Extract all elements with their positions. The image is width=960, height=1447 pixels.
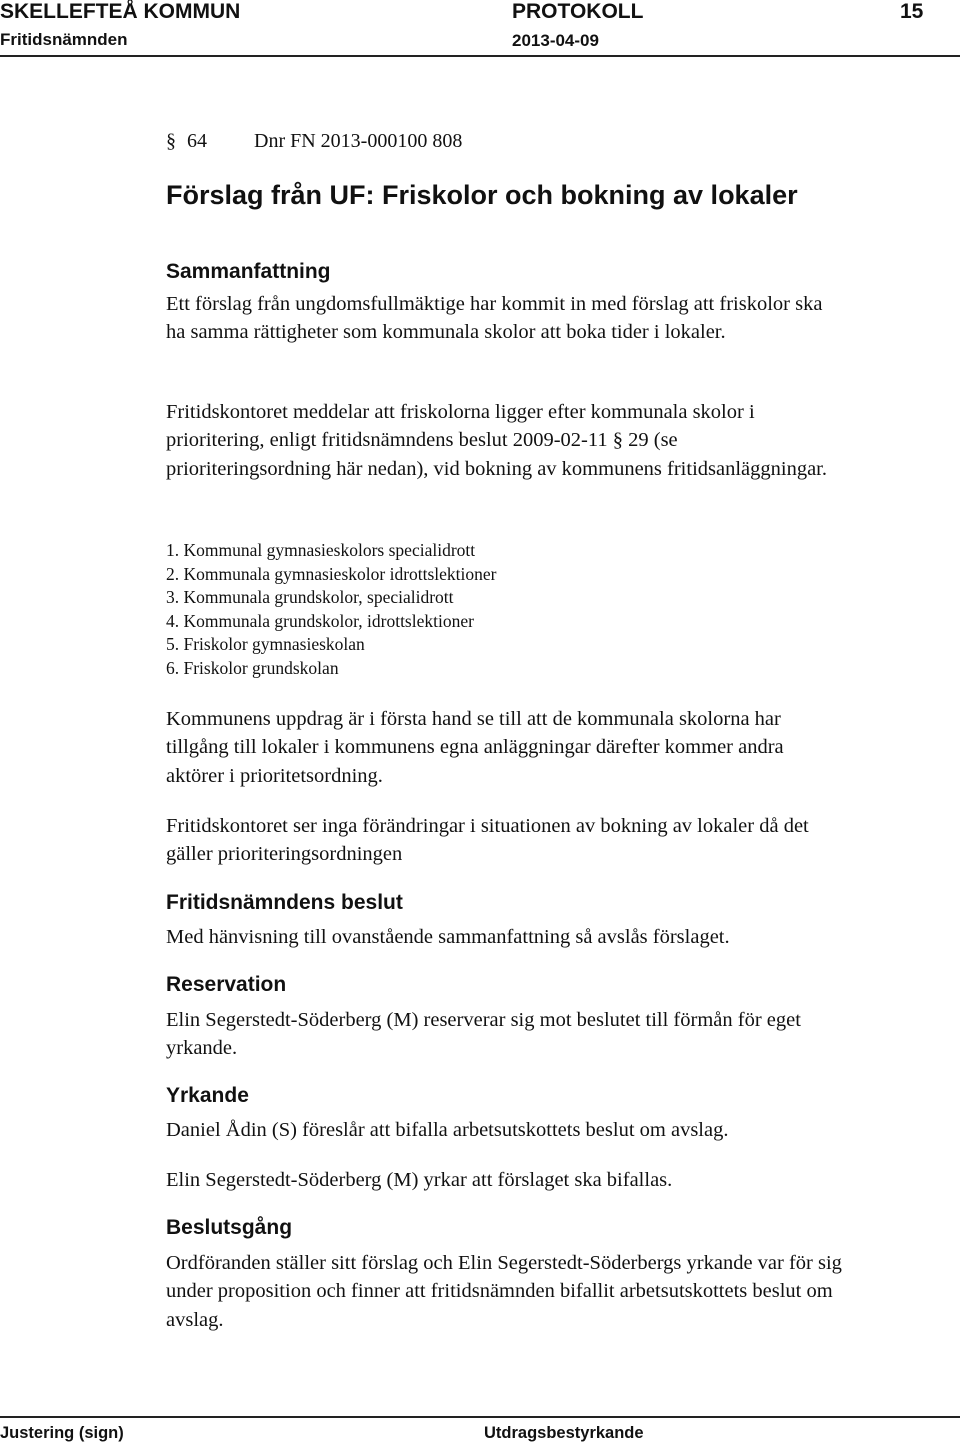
committee-name: Fritidsnämnden: [0, 30, 128, 49]
office-statement: Fritidskontoret meddelar att friskolorna ligger efter kommunala skolor i prioritering, enligt fritidsnämndens beslut 2009-02-11 § 29 (se prioriteringsordning här nedan), vid bokning av kommunens fritidsanläggningar.: [166, 401, 827, 480]
verification-label: Justering (sign): [0, 1424, 124, 1442]
summary-heading: Sammanfattning: [166, 260, 331, 283]
decision-heading: Fritidsnämndens beslut: [166, 891, 403, 914]
list-item: 1. Kommunal gymnasieskolors specialidrott: [166, 540, 476, 560]
conclusion-paragraph: Fritidskontoret ser inga förändringar i situationen av bokning av lokaler då det gäller prioriteringsordningen: [166, 815, 809, 866]
case-reference: [166, 130, 462, 153]
page-title: Förslag från UF: Friskolor och bokning av lokaler: [166, 180, 798, 210]
list-item: 4. Kommunala grundskolor, idrottslektioner: [166, 610, 474, 631]
list-item: 6. Friskolor grundskolan: [166, 657, 339, 678]
decision-text: Med hänvisning till ovanstående sammanfattning så avslås förslaget.: [166, 926, 730, 948]
list-item: 2. Kommunala gymnasieskolor idrottslektioner: [166, 563, 497, 584]
reservation-text: Elin Segerstedt-Söderberg (M) reserverar sig mot beslutet till förmån för eget yrkande.: [166, 1009, 801, 1060]
section-number: 64: [187, 130, 207, 152]
motion-1: Daniel Ådin (S) föreslår att bifalla arbetsutskottets beslut om avslag.: [166, 1119, 729, 1141]
document-type: PROTOKOLL: [512, 0, 644, 23]
motion-2: Elin Segerstedt-Söderberg (M) yrkar att förslaget ska bifallas.: [166, 1169, 673, 1191]
extract-label: Utdragsbestyrkande: [484, 1424, 644, 1442]
meeting-date: 2013-04-09: [512, 31, 599, 50]
section-symbol: §: [166, 130, 176, 152]
header-divider: [0, 55, 960, 57]
dnr-number: Dnr FN 2013-000100 808: [254, 130, 463, 152]
list-item: 3. Kommunala grundskolor, specialidrott: [166, 587, 454, 608]
priority-list: [166, 539, 497, 681]
municipality-name: SKELLEFTEÅ KOMMUN: [0, 0, 241, 23]
procedure-heading: Beslutsgång: [166, 1216, 293, 1239]
list-item: 5. Friskolor gymnasieskolan: [166, 634, 365, 655]
reservation-heading: Reservation: [166, 973, 287, 996]
footer-divider: [0, 1416, 960, 1418]
page-number: 15: [900, 0, 924, 23]
mission-paragraph: Kommunens uppdrag är i första hand se till att de kommunala skolorna har tillgång till lokaler i kommunens egna anläggningar därefter kommer andra aktörer i prioritetsordning.: [166, 708, 784, 787]
summary-intro: Ett förslag från ungdomsfullmäktige har kommit in med förslag att friskolor ska ha samma rättigheter som kommunala skolor att boka tider i lokaler.: [166, 293, 823, 344]
procedure-text: Ordföranden ställer sitt förslag och Elin Segerstedt-Söderbergs yrkande var för sig under proposition och finner att fritidsnämnden bifallit arbetsutskottets beslut om avslag.: [166, 1252, 842, 1331]
motions-heading: Yrkande: [166, 1084, 249, 1107]
